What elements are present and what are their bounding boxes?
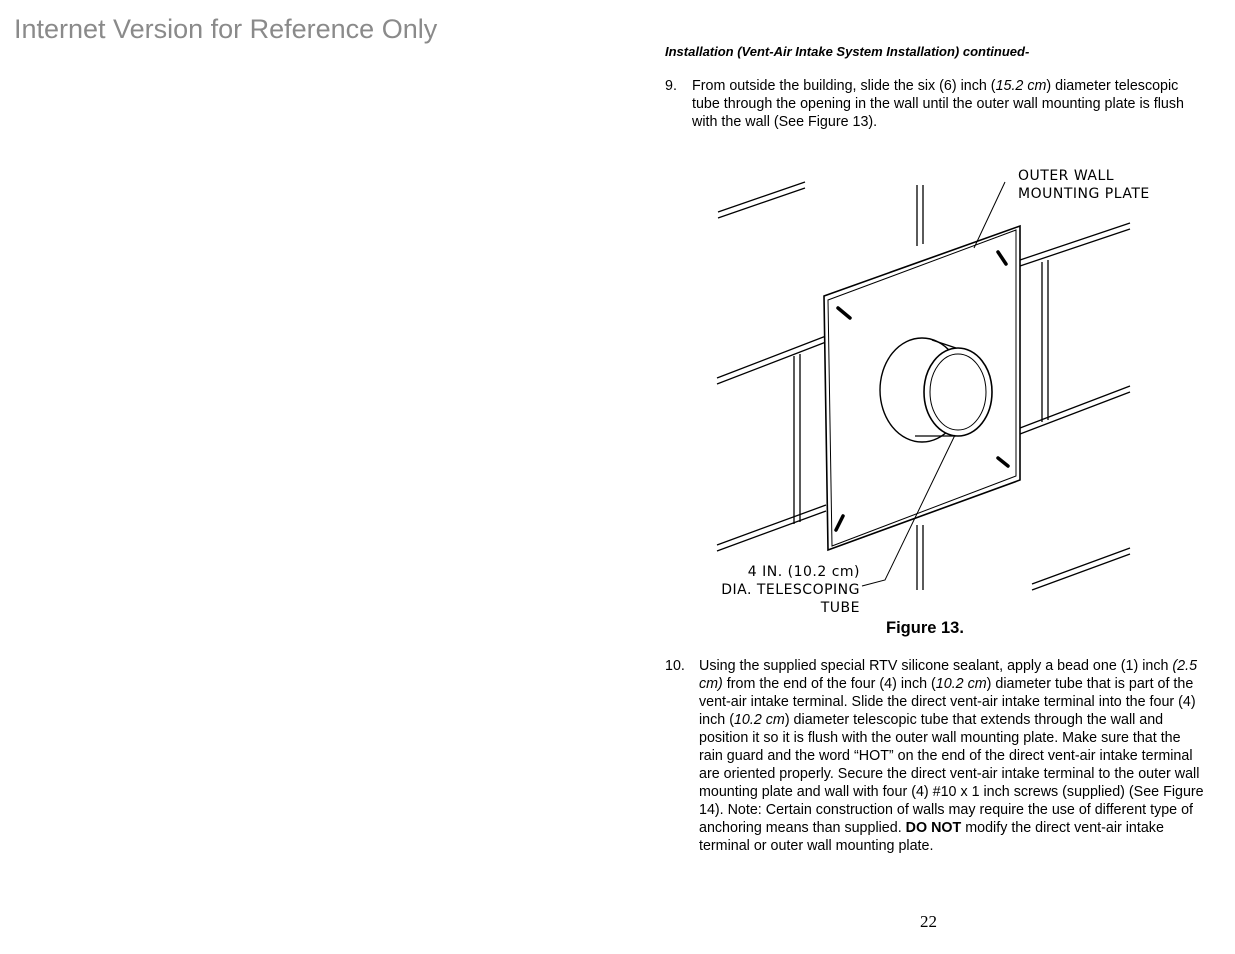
section-heading: Installation (Vent-Air Intake System Installation) continued- <box>665 44 1030 59</box>
text-run: ) diameter telescopic tube that extends through the wall and position it so it is flush with the outer wall mounting plate. Make sure that the rain guard and the word “HOT” on the end of the direct vent-air intake terminal are oriented properly. Secure the direct vent-air intake terminal to the outer wall mounting plate and wall with four (4) #10 x 1 inch screws (supplied) (See Figure 14). Note: Certain construction of walls may require the use of different type of anchoring means than supplied. <box>699 712 1204 836</box>
figure-caption: Figure 13. <box>886 619 964 637</box>
warning-emphasis: DO NOT <box>905 820 962 836</box>
label-line: 4 IN. (10.2 cm) <box>747 564 860 580</box>
brick-line <box>1032 548 1130 584</box>
figure-13-drawing <box>710 160 1150 620</box>
metric-value: 10.2 cm <box>733 712 785 728</box>
label-line: TUBE <box>820 600 860 616</box>
label-line: OUTER WALL <box>1018 168 1115 184</box>
step-text <box>699 657 1205 855</box>
brick-line <box>717 511 826 551</box>
brick-line <box>1020 392 1130 434</box>
brick-line <box>1032 554 1130 590</box>
label-line: DIA. TELESCOPING <box>721 582 860 598</box>
brick-line <box>1020 386 1130 428</box>
brick-line <box>718 188 805 218</box>
step-number: 10. <box>665 658 685 674</box>
label-line: MOUNTING PLATE <box>1018 186 1150 202</box>
brick-line <box>717 342 826 384</box>
tube-end <box>924 348 992 436</box>
metric-value: 10.2 cm <box>935 676 987 692</box>
text-run: modify the direct vent-air intake terminal or outer wall mounting plate. <box>699 820 1164 854</box>
brick-line <box>718 182 805 212</box>
text-run: From outside the building, slide the six (6) inch ( <box>692 78 996 94</box>
brick-line <box>1020 229 1130 266</box>
text-run: from the end of the four (4) inch ( <box>722 676 936 692</box>
text-run: ) diameter tube that is part of the vent-air intake terminal. Slide the direct vent-air intake terminal into the four (4) inch ( <box>699 676 1196 728</box>
brick-line <box>717 336 826 378</box>
page-number: 22 <box>920 912 937 931</box>
text-run: ) diameter telescopic tube through the opening in the wall until the outer wall mounting plate is flush with the wall (See Figure 13). <box>692 78 1184 130</box>
text-run: Using the supplied special RTV silicone sealant, apply a bead one (1) inch <box>699 658 1173 674</box>
label-outer-wall-plate <box>1018 167 1150 203</box>
label-telescoping-tube <box>720 563 860 617</box>
brick-line <box>1020 223 1130 260</box>
step-9 <box>665 77 1185 131</box>
step-number: 9. <box>665 78 677 94</box>
metric-value: (2.5 cm) <box>699 658 1198 692</box>
step-10 <box>665 657 1205 855</box>
metric-value: 15.2 cm <box>995 78 1047 94</box>
watermark: Internet Version for Reference Only <box>14 14 438 44</box>
step-text <box>692 77 1185 131</box>
brick-line <box>717 505 826 545</box>
